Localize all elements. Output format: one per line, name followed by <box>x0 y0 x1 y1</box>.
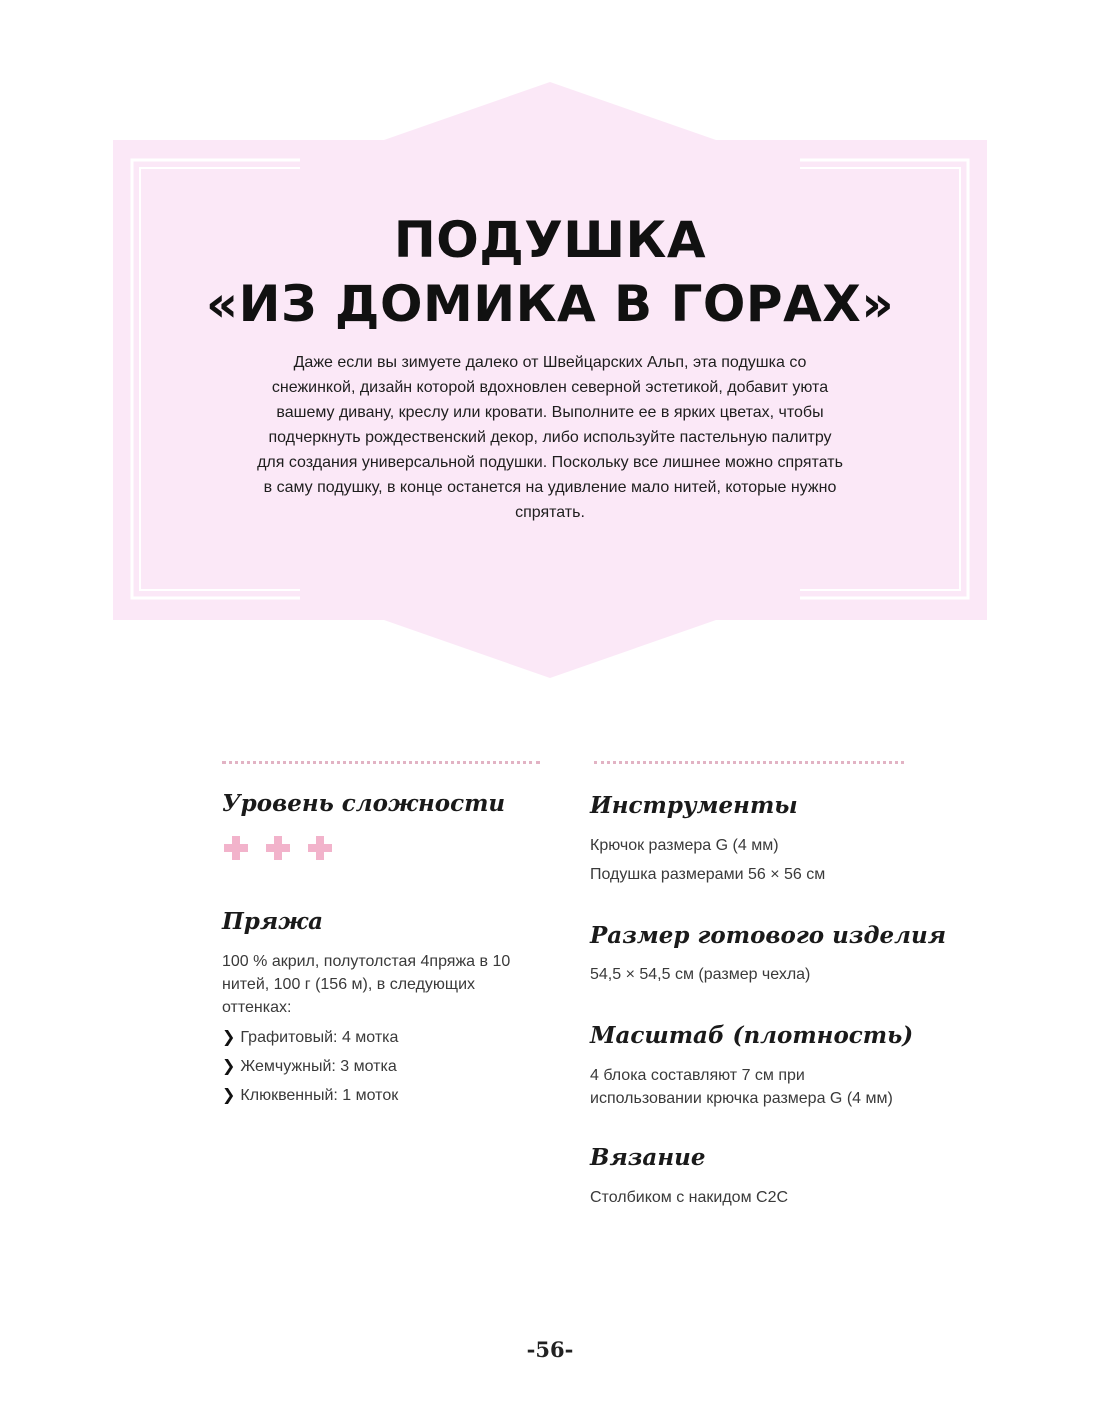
finished-size-heading: Размер готового изделия <box>590 922 947 949</box>
stitch-text: Столбиком с накидом С2С <box>590 1189 789 1206</box>
finished-size-text: 54,5 × 54,5 см (размер чехла) <box>590 966 811 983</box>
yarn-color-label: Клюквенный: 1 моток <box>240 1087 399 1104</box>
gauge-text: 4 блока составляют 7 см при использовании крючка размера G (4 мм) <box>590 1067 893 1107</box>
page-title <box>130 208 970 336</box>
list-item <box>222 1052 398 1081</box>
stitch-heading: Вязание <box>590 1144 706 1171</box>
tools-item: Крючок размера G (4 мм) <box>590 837 779 854</box>
plus-cross-icon <box>264 834 292 862</box>
page-number: -56- <box>526 1337 574 1362</box>
tools-item: Подушка размерами 56 × 56 см <box>590 866 826 883</box>
plus-cross-icon <box>222 834 250 862</box>
difficulty-rating <box>222 834 334 862</box>
plus-cross-icon <box>306 834 334 862</box>
list-item <box>222 1081 398 1110</box>
list-item <box>222 1023 398 1052</box>
left-dotted-divider <box>222 761 540 764</box>
gauge-heading: Масштаб (плотность) <box>590 1022 914 1049</box>
intro-text: Даже если вы зимуете далеко от Швейцарских Альп, эта подушка со снежинкой, дизайн которой вдохновлен северной эстетикой, добавит уюта вашему дивану, креслу или кровати. Выполните ее в ярких цветах, чтобы подчеркнуть рождественский декор, либо используйте пастельную палитру для создания универсальной подушки. Поскольку все лишнее можно спрятать в саму подушку, в конце останется на удивление мало нитей, которые нужно спрятать. <box>257 354 843 521</box>
yarn-color-label: Графитовый: 4 мотка <box>240 1029 399 1046</box>
yarn-color-label: Жемчужный: 3 мотка <box>240 1058 397 1075</box>
difficulty-heading: Уровень сложности <box>222 790 506 817</box>
right-dotted-divider <box>594 761 904 764</box>
tools-heading: Инструменты <box>590 792 798 819</box>
chevron-right-icon: ❯ <box>222 1029 236 1046</box>
title-line-2: «ИЗ ДОМИКА В ГОРАХ» <box>205 275 895 333</box>
yarn-description: 100 % акрил, полутолстая 4пряжа в 10 нитей, 100 г (156 м), в следующих оттенках: <box>222 953 511 1016</box>
chevron-right-icon: ❯ <box>222 1058 236 1075</box>
title-banner <box>0 0 1100 700</box>
yarn-color-list <box>222 1023 398 1110</box>
title-line-1: ПОДУШКА <box>393 211 707 269</box>
chevron-right-icon: ❯ <box>222 1087 236 1104</box>
yarn-heading: Пряжа <box>222 908 324 935</box>
